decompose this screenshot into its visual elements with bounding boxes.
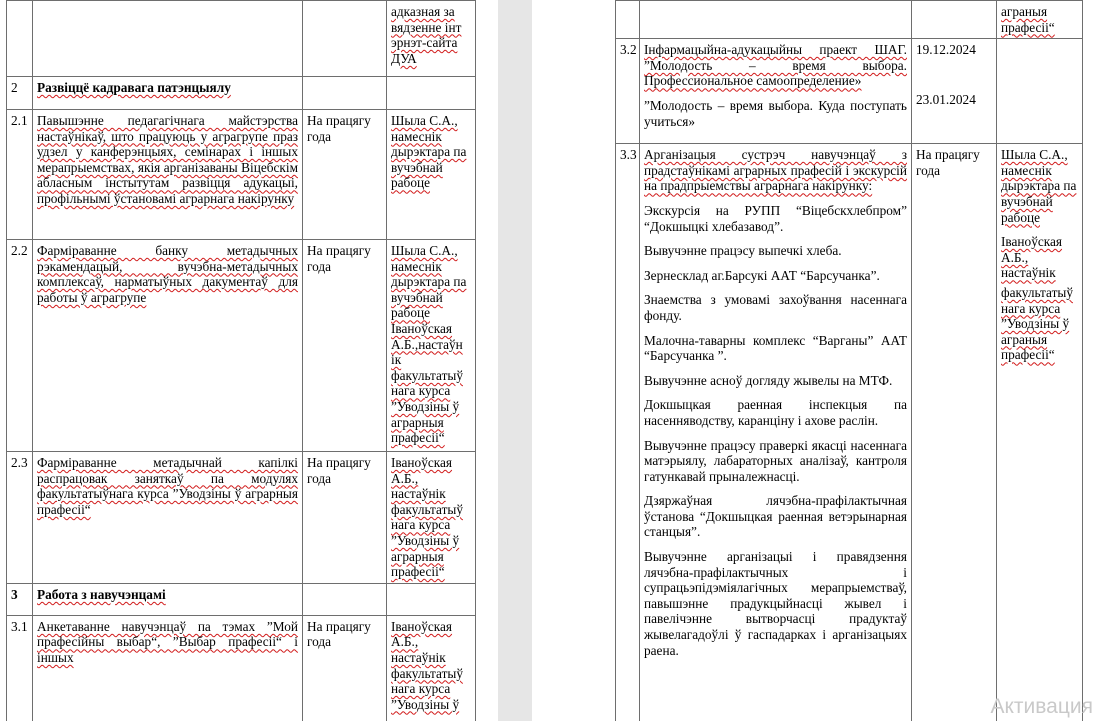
table-row bbox=[616, 144, 1083, 721]
row-responsible: аграныя прафесіі“ bbox=[997, 1, 1083, 39]
table-row bbox=[7, 615, 476, 721]
date-1: 19.12.2024 bbox=[916, 42, 976, 58]
table-row bbox=[7, 110, 476, 240]
row-responsible: Іваноўская А.Б., настаўнік факультатыў нага курса ”Уводзіны ў аграрныя прафесіі“ bbox=[387, 452, 476, 584]
table-row bbox=[7, 240, 476, 452]
row-term: На працягу года bbox=[912, 144, 997, 721]
row-number: 2 bbox=[7, 77, 33, 110]
page-gap bbox=[498, 0, 532, 721]
row-responsible: Іваноўская А.Б., настаўнік факультатыў нага курса ”Уводзіны ў bbox=[387, 615, 476, 721]
row-term bbox=[912, 1, 997, 39]
row-number: 2.2 bbox=[7, 240, 33, 452]
date-2: 23.01.2024 bbox=[916, 91, 976, 107]
left-page bbox=[0, 0, 498, 721]
row-term bbox=[303, 583, 387, 615]
row-term bbox=[303, 1, 387, 77]
row-number: 3 bbox=[7, 583, 33, 615]
row-term: На працягу года bbox=[303, 240, 387, 452]
row-number: 2.3 bbox=[7, 452, 33, 584]
row-text: Фарміраванне банку метадычных рэкамендацый, вучэбна-метадычных комплексаў, нарматыўных дакументаў для работы ў аграгрупе bbox=[33, 240, 303, 452]
table-row bbox=[7, 452, 476, 584]
row-number: 3.1 bbox=[7, 615, 33, 721]
table-row bbox=[616, 1, 1083, 39]
table-row bbox=[7, 1, 476, 77]
row-responsible: Шыла С.А., намеснік дырэктара па вучэбнай рабоце Іваноўская А.Б., настаўнік факультатыў нага курса ”Уводзіны ў аграныя прафесіі“ bbox=[997, 144, 1083, 721]
row-dates bbox=[912, 39, 997, 144]
row-responsible bbox=[997, 39, 1083, 144]
row-text: Інфармацыйна-адукацыйны праект ШАГ. ”Молодость – время выбора. Профессиональное самоопределение» ”Молодость – время выбора. Куда поступать учиться» bbox=[640, 39, 912, 144]
section-row bbox=[7, 583, 476, 615]
row-term: На працягу года bbox=[303, 110, 387, 240]
row-number: 3.2 bbox=[616, 39, 640, 144]
row-responsible: Шыла С.А., намеснік дырэктара па вучэбнай рабоце bbox=[387, 110, 476, 240]
row-responsible: адказная за вядзенне інт эрнэт-сайта ДУА bbox=[387, 1, 476, 77]
row-responsible: Шыла С.А., намеснік дырэктара па вучэбнай рабоце Іваноўская А.Б.,настаўн ік факультатыў нага курса ”Уводзіны ў аграрныя прафесіі“ bbox=[387, 240, 476, 452]
row-text bbox=[33, 1, 303, 77]
row-text: Фарміраванне метадычнай капілкі распрацовак заняткаў па модулях факультатыўнага курса ”Уводзіны ў аграрныя прафесіі“ bbox=[33, 452, 303, 584]
row-number: 2.1 bbox=[7, 110, 33, 240]
row-term bbox=[303, 77, 387, 110]
row-number bbox=[616, 1, 640, 39]
activation-watermark: Активация bbox=[990, 695, 1093, 718]
row-term: На працягу года bbox=[303, 615, 387, 721]
right-page bbox=[532, 0, 1093, 721]
row-text: Павышэнне педагагічнага майстэрства настаўнікаў, што працуюць у аграгрупе праз удзел у канферэнцыях, семінарах і іншых мерапрыемствах, якія арганізаваны Віцебскім абласным інстытутам развіцця адукацыі, профільнымі ўстановамі аграрнага накірунку bbox=[33, 110, 303, 240]
row-number: 3.3 bbox=[616, 144, 640, 721]
row-text bbox=[640, 1, 912, 39]
table-row bbox=[616, 39, 1083, 144]
plan-table-right bbox=[615, 0, 1083, 721]
section-row bbox=[7, 77, 476, 110]
row-responsible bbox=[387, 77, 476, 110]
row-text: Анкетаванне навучэнцаў па тэмах ”Мой прафесійны выбар“, ”Выбар прафесіі“ і іншых bbox=[33, 615, 303, 721]
section-title: Развіццё кадравага патэнцыялу bbox=[33, 77, 303, 110]
row-number bbox=[7, 1, 33, 77]
row-text: Арганізацыя сустрэч навучэнцаў з прадстаўнікамі аграрных прафесій і экскурсій на прадпрыемствы аграрнага накірунку: Экскурсія на РУПП “Віцебскхлебпром” “Докшыцкі хлебазавод”. Вывучэнне працэсу выпечкі хлеба. Зернесклад аг.Барсукі ААТ “Барсучанка”. Знаемства з умовамі захоўвання насеннага фонду. Малочна-таварны комплекс “Варганы” ААТ “Барсучанка ”. Вывучэнне асноў догляду жывелы на МТФ. Докшыцкая раенная інспекцыя па насенняводству, каранціну і ахове раслін. Вывучэнне працэсу праверкі якасці насеннага матэрыялу, лабараторных аналізаў, кантроля гатункавай прыналежнасці. Дзяржаўная лячэбна-прафілактычная ўстанова “Докшыцкая раенная ветэрынарная станцыя”. Вывучэнне арганізацыі і правядзення лячэбна-прафілактычных і супрацьэпідэміялагічных мерапрыемстваў, павышэнне прадукцыйнасці жывел і павелічэнне вытворчасці прадуктаў жывелагадоўлі ў гаспадарках і арганізацыях раена. bbox=[640, 144, 912, 721]
plan-table-left bbox=[6, 0, 476, 721]
section-title: Работа з навучэнцамі bbox=[33, 583, 303, 615]
row-responsible bbox=[387, 583, 476, 615]
row-term: На працягу года bbox=[303, 452, 387, 584]
